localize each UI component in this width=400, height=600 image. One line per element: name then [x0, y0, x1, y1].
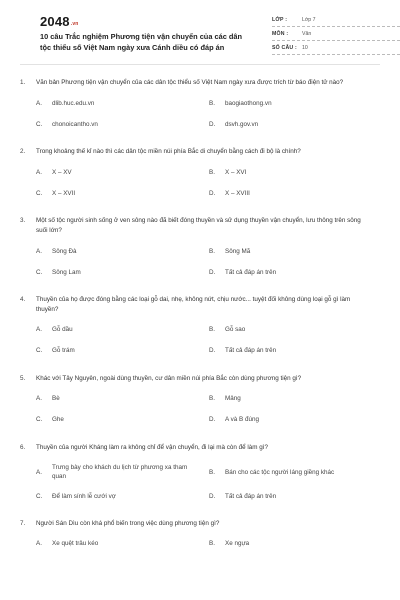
option-letter: A.	[36, 99, 42, 107]
option-text: Gỗ trám	[52, 347, 75, 355]
answer-option[interactable]	[209, 99, 382, 108]
option-text: Tất cả đáp án trên	[225, 268, 277, 276]
options-grid	[36, 168, 380, 198]
answer-option[interactable]	[209, 120, 382, 129]
answer-option[interactable]	[209, 492, 382, 501]
question-text: Văn bản Phương tiện vận chuyển của các dân tộc thiểu số Việt Nam ngày xưa được trích từ báo điện tử nào?	[36, 79, 344, 86]
option-text: dlib.huc.edu.vn	[52, 99, 95, 107]
option-letter: A.	[36, 540, 42, 548]
option-letter: D.	[209, 492, 216, 500]
question-number: 1.	[20, 79, 26, 86]
question-text: Một số tộc người sinh sống ở ven sông nào đã biết đóng thuyền và sử dụng thuyền vận chuyển, lưu thông trên sông suối lớn?	[36, 217, 361, 234]
question-item	[20, 519, 380, 549]
question-item	[20, 147, 380, 198]
page-title: 10 câu Trắc nghiệm Phương tiện vận chuyển của các dân tộc thiểu số Việt Nam ngày xưa Cánh diều có đáp án	[40, 32, 243, 52]
meta-class-row	[272, 13, 400, 27]
answer-option[interactable]	[36, 247, 209, 256]
option-letter: D.	[209, 347, 216, 355]
question-number: 7.	[20, 519, 26, 527]
answer-option[interactable]	[36, 539, 209, 548]
answer-option[interactable]	[36, 189, 209, 198]
answer-option[interactable]	[209, 346, 382, 355]
answer-option[interactable]	[209, 247, 382, 256]
option-letter: C.	[36, 416, 43, 424]
option-letter: C.	[36, 268, 43, 276]
answer-option[interactable]	[209, 268, 382, 277]
question-item	[20, 443, 380, 501]
option-letter: C.	[36, 347, 43, 355]
answer-option[interactable]	[36, 463, 209, 481]
answer-option[interactable]	[209, 463, 382, 481]
option-text: Xe ngựa	[225, 540, 250, 548]
meta-label: LỚP :	[272, 16, 288, 23]
answer-option[interactable]	[209, 539, 382, 548]
option-text: Để làm sính lễ cưới vợ	[52, 492, 116, 500]
question-number: 2.	[20, 148, 26, 155]
option-text: Bè	[52, 395, 60, 403]
option-letter: A.	[36, 395, 42, 403]
meta-value: Lớp 7	[302, 16, 316, 23]
answer-option[interactable]	[36, 168, 209, 177]
option-text: Gỗ sao	[225, 326, 246, 334]
option-letter: B.	[209, 468, 215, 476]
option-text: dsvh.gov.vn	[225, 120, 259, 128]
option-text: Ghe	[52, 416, 64, 424]
option-letter: B.	[209, 326, 215, 334]
option-letter: C.	[36, 120, 43, 128]
site-logo[interactable]	[40, 14, 79, 29]
question-item	[20, 216, 380, 277]
question-number: 3.	[20, 217, 26, 224]
answer-option[interactable]	[36, 492, 209, 501]
quiz-meta	[272, 13, 400, 55]
meta-subject-row	[272, 27, 400, 41]
answer-option[interactable]	[209, 325, 382, 334]
logo-text: 2048	[40, 14, 70, 29]
question-item	[20, 295, 380, 356]
header-divider	[20, 64, 380, 65]
answer-option[interactable]	[209, 394, 382, 403]
option-letter: D.	[209, 189, 216, 197]
meta-value: Văn	[302, 30, 312, 37]
question-text: Người Sán Dìu còn khá phổ biến trong việc dùng phương tiện gì?	[36, 519, 220, 527]
option-text: Sông Mã	[225, 247, 251, 255]
option-text: Tất cả đáp án trên	[225, 492, 277, 500]
question-item	[20, 374, 380, 425]
option-letter: D.	[209, 120, 216, 128]
question-text: Thuyền của người Kháng làm ra không chỉ để vận chuyển, đi lại mà còn để làm gì?	[36, 443, 269, 451]
option-text: Trưng bày cho khách du lịch từ phương xa tham quan	[52, 464, 188, 481]
option-text: Bán cho các tộc người láng giềng khác	[225, 468, 335, 476]
logo-suffix: .vn	[70, 21, 79, 27]
option-text: X – XVIII	[225, 189, 250, 197]
options-grid	[36, 463, 380, 500]
option-text: Sông Đà	[52, 247, 77, 255]
option-letter: B.	[209, 99, 215, 107]
option-letter: B.	[209, 168, 215, 176]
option-text: X – XVII	[52, 189, 76, 197]
option-letter: B.	[209, 247, 215, 255]
answer-option[interactable]	[36, 99, 209, 108]
answer-option[interactable]	[209, 415, 382, 424]
question-number: 6.	[20, 443, 26, 451]
options-grid	[36, 247, 380, 277]
option-letter: A.	[36, 326, 42, 334]
answer-option[interactable]	[36, 346, 209, 355]
option-text: baogiaothong.vn	[225, 99, 272, 107]
options-grid	[36, 325, 380, 355]
question-text: Khác với Tây Nguyên, ngoài dùng thuyền, cư dân miền núi phía Bắc còn dùng phương tiện gì?	[36, 374, 302, 382]
question-text: Trong khoảng thế kỉ nào thì các dân tộc miền núi phía Bắc di chuyển bằng cách đi bộ là chính?	[36, 148, 301, 155]
answer-option[interactable]	[36, 268, 209, 277]
option-text: Mảng	[225, 395, 241, 403]
answer-option[interactable]	[36, 325, 209, 334]
option-text: Sông Lam	[52, 268, 81, 276]
option-text: A và B đúng	[225, 416, 259, 424]
option-letter: B.	[209, 540, 215, 548]
meta-count-row	[272, 41, 400, 55]
question-number: 4.	[20, 295, 26, 303]
answer-option[interactable]	[36, 120, 209, 129]
option-letter: D.	[209, 416, 216, 424]
option-letter: C.	[36, 492, 43, 500]
option-letter: A.	[36, 468, 42, 476]
meta-value: 10	[302, 44, 308, 51]
meta-label: SỐ CÂU :	[272, 44, 297, 51]
options-grid	[36, 99, 380, 129]
answer-option[interactable]	[36, 394, 209, 403]
option-letter: B.	[209, 395, 215, 403]
question-list	[20, 78, 380, 567]
option-text: Gỗ dầu	[52, 326, 73, 334]
answer-option[interactable]	[36, 415, 209, 424]
option-text: chonoicantho.vn	[52, 120, 98, 128]
option-text: Tất cả đáp án trên	[225, 347, 277, 355]
options-grid	[36, 394, 380, 424]
option-letter: D.	[209, 268, 216, 276]
option-letter: A.	[36, 247, 42, 255]
option-letter: A.	[36, 168, 42, 176]
question-number: 5.	[20, 374, 26, 382]
question-item	[20, 78, 380, 129]
option-text: Xe quệt trâu kéo	[52, 540, 99, 548]
meta-label: MÔN :	[272, 30, 289, 37]
option-text: X – XV	[52, 168, 72, 176]
answer-option[interactable]	[209, 168, 382, 177]
option-text: X – XVI	[225, 168, 247, 176]
options-grid	[36, 539, 380, 548]
page-header	[20, 0, 380, 64]
question-text: Thuyền của họ được đóng bằng các loại gỗ dai, nhẹ, không nứt, chịu nước... tuyệt đối không dùng loại gỗ gì làm thuyền?	[36, 295, 351, 313]
answer-option[interactable]	[209, 189, 382, 198]
option-letter: C.	[36, 189, 43, 197]
